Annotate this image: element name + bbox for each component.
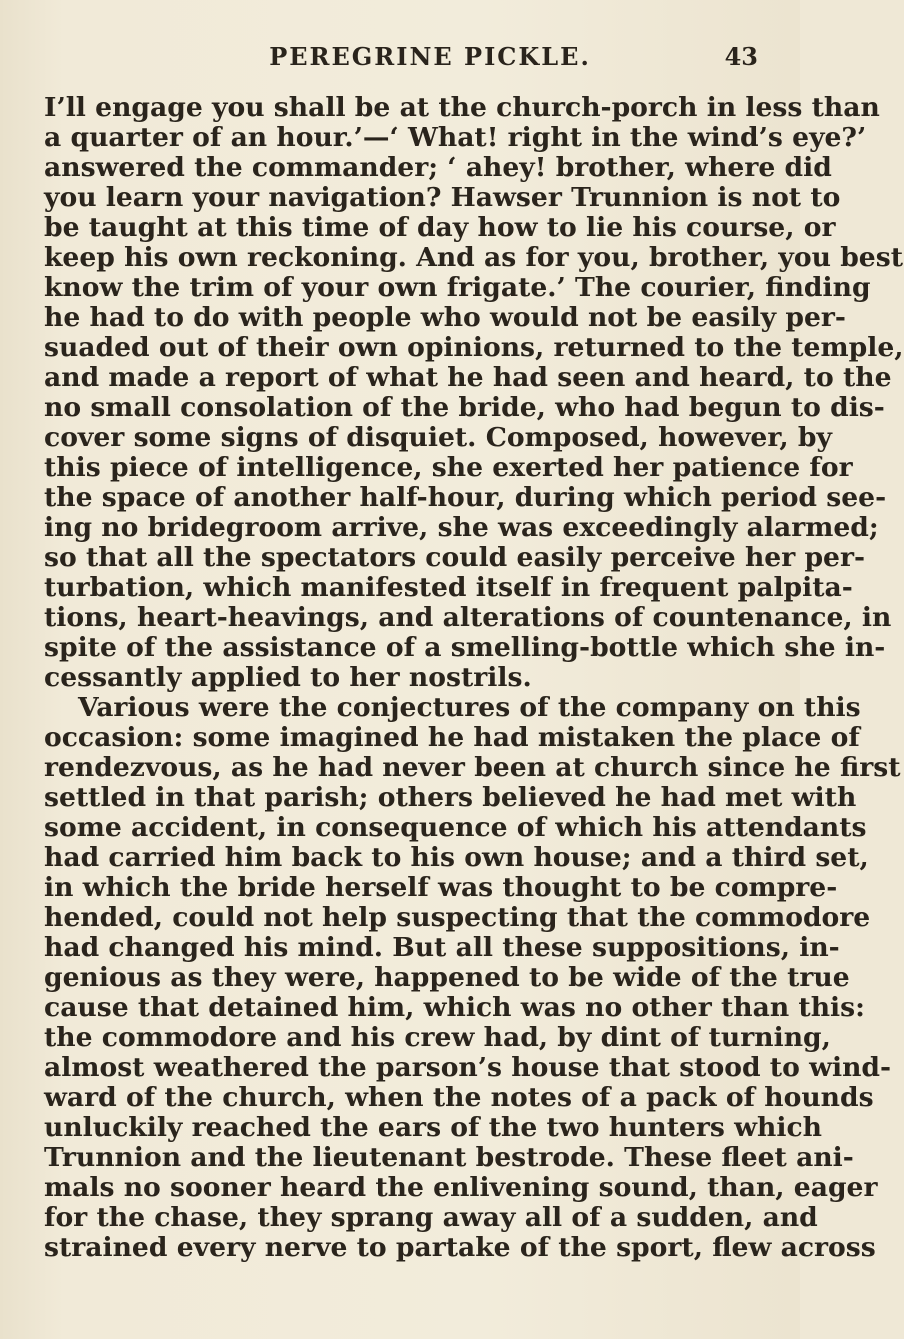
page-number: 43 (724, 42, 758, 71)
text-line: be taught at this time of day how to lie his course, or (44, 212, 836, 243)
text-line: occasion: some imagined he had mistaken the place of (44, 722, 860, 753)
text-line: rendezvous, as he had never been at church since he first (44, 752, 901, 783)
text-line: hended, could not help suspecting that the commodore (44, 902, 871, 933)
text-line: strained every nerve to partake of the sport, flew across (44, 1232, 876, 1263)
text-line: had carried him back to his own house; and a third set, (44, 842, 869, 873)
text-line: the space of another half-hour, during which period see- (44, 482, 887, 513)
text-line: keep his own reckoning. And as for you, brother, you best (44, 242, 903, 273)
text-line: cause that detained him, which was no other than this: (44, 992, 865, 1023)
text-line: almost weathered the parson’s house that stood to wind- (44, 1052, 892, 1083)
text-line: settled in that parish; others believed he had met with (44, 782, 857, 813)
text-line: this piece of intelligence, she exerted her patience for (44, 452, 853, 483)
page-header (52, 42, 768, 82)
text-line: some accident, in consequence of which his attendants (44, 812, 867, 843)
text-line: had changed his mind. But all these suppositions, in- (44, 932, 840, 963)
text-line: genious as they were, happened to be wide of the true (44, 962, 850, 993)
body-text (44, 92, 904, 1263)
running-title: PEREGRINE PICKLE. (269, 42, 591, 71)
text-line: cover some signs of disquiet. Composed, however, by (44, 422, 832, 453)
text-line: he had to do with people who would not be easily per- (44, 302, 846, 333)
text-line: ing no bridegroom arrive, she was exceedingly alarmed; (44, 512, 879, 543)
text-line: no small consolation of the bride, who had begun to dis- (44, 392, 885, 423)
text-line: and made a report of what he had seen and heard, to the (44, 362, 892, 393)
text-line: a quarter of an hour.’—‘ What! right in the wind’s eye?’ (44, 122, 867, 153)
text-line: I’ll engage you shall be at the church-porch in less than (44, 92, 880, 123)
text-line: turbation, which manifested itself in frequent palpita- (44, 572, 853, 603)
text-line: so that all the spectators could easily perceive her per- (44, 542, 866, 573)
text-line: unluckily reached the ears of the two hunters which (44, 1112, 823, 1143)
text-line: cessantly applied to her nostrils. (44, 662, 532, 693)
text-line: answered the commander; ‘ ahey! brother, where did (44, 152, 832, 183)
text-line: ward of the church, when the notes of a pack of hounds (44, 1082, 874, 1113)
text-line: Various were the conjectures of the company on this (78, 692, 861, 723)
text-line: know the trim of your own frigate.’ The courier, finding (44, 272, 871, 303)
text-line: the commodore and his crew had, by dint of turning, (44, 1022, 831, 1053)
text-line: tions, heart-heavings, and alterations of countenance, in (44, 602, 892, 633)
text-line: mals no sooner heard the enlivening sound, than, eager (44, 1172, 878, 1203)
text-line: in which the bride herself was thought to be compre- (44, 872, 838, 903)
text-line: suaded out of their own opinions, returned to the temple, (44, 332, 904, 363)
text-line: Trunnion and the lieutenant bestrode. These fleet ani- (44, 1142, 854, 1173)
text-line: for the chase, they sprang away all of a sudden, and (44, 1202, 818, 1233)
text-line: spite of the assistance of a smelling-bottle which she in- (44, 632, 886, 663)
text-line: you learn your navigation? Hawser Trunnion is not to (44, 182, 841, 213)
